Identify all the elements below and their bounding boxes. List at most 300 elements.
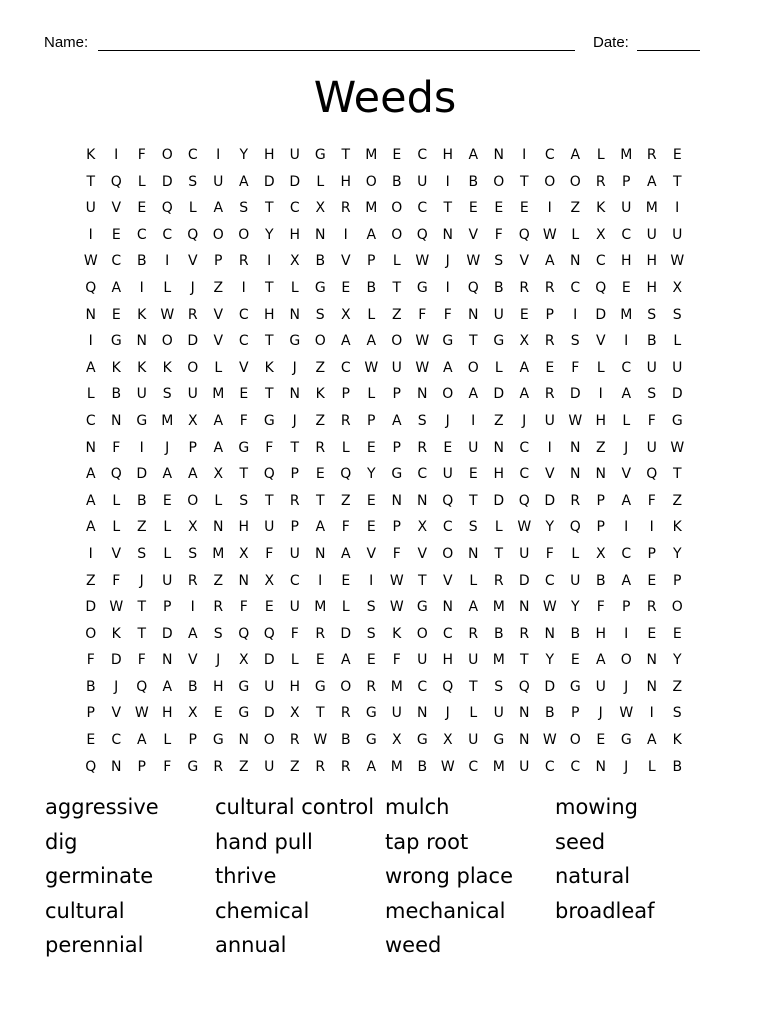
grid-letter: F xyxy=(647,412,656,429)
grid-letter: I xyxy=(139,439,144,456)
grid-letter: I xyxy=(522,147,527,163)
grid-letter: P xyxy=(596,492,605,509)
grid-letter: X xyxy=(340,306,351,323)
grid-letter: U xyxy=(264,678,275,695)
grid-letter: E xyxy=(494,200,504,217)
grid-letter: R xyxy=(289,492,300,509)
grid-letter: X xyxy=(289,705,300,722)
grid-letter: V xyxy=(621,466,632,483)
grid-letter: M xyxy=(161,412,174,429)
grid-letter: M xyxy=(492,652,505,669)
grid-letter: T xyxy=(519,173,529,190)
grid-letter: A xyxy=(213,412,224,429)
grid-letter: E xyxy=(519,306,529,323)
grid-letter: H xyxy=(263,306,275,323)
grid-letter: R xyxy=(187,572,198,589)
grid-letter: W xyxy=(389,599,404,616)
grid-letter: Z xyxy=(315,359,326,376)
word-bank-item: perennial xyxy=(45,933,144,958)
grid-letter: P xyxy=(214,253,223,270)
name-label: Name: xyxy=(44,34,89,51)
grid-letter: G xyxy=(238,439,250,456)
grid-letter: R xyxy=(595,173,606,190)
grid-letter: H xyxy=(161,705,173,722)
grid-letter: R xyxy=(366,678,377,695)
grid-letter: X xyxy=(391,732,402,749)
grid-letter: O xyxy=(671,599,683,616)
grid-letter: L xyxy=(469,572,478,589)
grid-letter: P xyxy=(163,599,172,616)
grid-letter: M xyxy=(492,599,505,616)
grid-letter: N xyxy=(646,678,657,695)
grid-letter: C xyxy=(187,147,198,163)
grid-letter: O xyxy=(442,386,454,403)
grid-letter: T xyxy=(672,173,682,190)
grid-letter: T xyxy=(417,572,427,589)
grid-letter: I xyxy=(649,519,654,536)
grid-letter: W xyxy=(619,705,634,722)
grid-letter: V xyxy=(111,705,122,722)
grid-letter: Z xyxy=(85,572,96,589)
grid-letter: B xyxy=(85,678,96,695)
grid-letter: F xyxy=(112,439,121,456)
grid-letter: A xyxy=(187,466,198,483)
grid-letter: N xyxy=(570,253,581,270)
grid-letter: D xyxy=(340,625,352,642)
grid-letter: X xyxy=(672,279,683,296)
grid-letter: B xyxy=(417,758,428,775)
grid-letter: W xyxy=(160,306,175,323)
grid-letter: N xyxy=(493,147,504,163)
grid-letter: R xyxy=(646,599,657,616)
grid-letter: G xyxy=(136,412,148,429)
grid-letter: T xyxy=(137,599,147,616)
grid-letter: Z xyxy=(340,492,351,509)
grid-letter: T xyxy=(443,200,453,217)
grid-letter: I xyxy=(88,333,93,350)
grid-letter: D xyxy=(671,386,683,403)
grid-letter: O xyxy=(187,492,199,509)
grid-letter: L xyxy=(341,599,350,616)
grid-letter: F xyxy=(86,652,95,669)
grid-letter: E xyxy=(162,492,172,509)
word-bank-item: hand pull xyxy=(215,829,313,854)
grid-letter: U xyxy=(391,705,402,722)
grid-letter: R xyxy=(340,412,351,429)
grid-letter: R xyxy=(544,333,555,350)
grid-letter: W xyxy=(440,758,455,775)
grid-letter: M xyxy=(645,200,658,217)
grid-letter: D xyxy=(493,386,505,403)
grid-letter: B xyxy=(570,625,581,642)
grid-letter: K xyxy=(672,519,682,536)
grid-letter: S xyxy=(468,519,478,536)
grid-letter: Z xyxy=(213,572,224,589)
grid-letter: T xyxy=(239,466,249,483)
grid-letter: G xyxy=(569,678,581,695)
grid-letter: W xyxy=(364,359,379,376)
grid-letter: N xyxy=(162,652,173,669)
grid-row xyxy=(78,488,690,515)
grid-letter: U xyxy=(289,599,300,616)
grid-letter: I xyxy=(445,173,450,190)
grid-letter: C xyxy=(544,572,555,589)
grid-letter: G xyxy=(314,147,326,163)
grid-letter: U xyxy=(519,758,530,775)
grid-letter: S xyxy=(137,545,147,562)
grid-letter: B xyxy=(672,758,683,775)
grid-letter: I xyxy=(471,412,476,429)
grid-letter: S xyxy=(672,306,682,323)
grid-letter: G xyxy=(671,412,683,429)
grid-letter: D xyxy=(263,173,275,190)
grid-letter: V xyxy=(544,466,555,483)
grid-letter: O xyxy=(365,173,377,190)
grid-letter: E xyxy=(392,147,402,163)
grid-letter: Q xyxy=(646,466,658,483)
grid-letter: R xyxy=(468,625,479,642)
grid-letter: J xyxy=(216,652,221,669)
grid-letter: A xyxy=(340,652,351,669)
grid-row xyxy=(78,594,690,621)
grid-letter: G xyxy=(187,758,199,775)
grid-letter: Y xyxy=(545,519,555,536)
grid-letter: V xyxy=(111,545,122,562)
word-bank-item: chemical xyxy=(215,898,310,923)
grid-letter: N xyxy=(289,386,300,403)
grid-letter: I xyxy=(598,386,603,403)
grid-row xyxy=(78,621,690,648)
grid-row xyxy=(78,541,690,568)
grid-letter: U xyxy=(213,173,224,190)
grid-letter: J xyxy=(165,439,170,456)
word-bank-item: natural xyxy=(555,864,631,889)
grid-letter: E xyxy=(468,200,478,217)
grid-letter: A xyxy=(162,678,173,695)
grid-letter: U xyxy=(519,545,530,562)
grid-letter: B xyxy=(136,492,147,509)
grid-letter: O xyxy=(569,732,581,749)
grid-letter: R xyxy=(417,439,428,456)
grid-letter: G xyxy=(289,333,301,350)
grid-letter: U xyxy=(264,519,275,536)
grid-letter: W xyxy=(542,599,557,616)
grid-letter: V xyxy=(213,306,224,323)
grid-letter: T xyxy=(264,279,274,296)
grid-letter: L xyxy=(290,652,299,669)
grid-letter: G xyxy=(365,705,377,722)
grid-letter: J xyxy=(292,412,297,429)
grid-letter: N xyxy=(85,306,96,323)
grid-letter: F xyxy=(239,599,248,616)
grid-letter: R xyxy=(213,758,224,775)
grid-letter: E xyxy=(519,200,529,217)
grid-letter: E xyxy=(366,519,376,536)
grid-letter: N xyxy=(238,732,249,749)
grid-letter: N xyxy=(493,439,504,456)
grid-letter: Z xyxy=(672,492,683,509)
grid-letter: C xyxy=(417,147,428,163)
grid-letter: K xyxy=(86,147,96,163)
grid-letter: D xyxy=(595,306,607,323)
grid-row xyxy=(78,435,690,462)
grid-letter: P xyxy=(392,519,401,536)
grid-letter: S xyxy=(366,625,376,642)
grid-letter: N xyxy=(468,306,479,323)
grid-letter: J xyxy=(624,758,629,775)
grid-letter: L xyxy=(214,359,223,376)
grid-letter: M xyxy=(620,147,633,163)
grid-letter: A xyxy=(366,333,377,350)
grid-letter: E xyxy=(647,572,657,589)
grid-letter: E xyxy=(137,200,147,217)
grid-letter: G xyxy=(212,732,224,749)
grid-letter: S xyxy=(366,599,376,616)
header xyxy=(44,34,704,56)
grid-letter: O xyxy=(263,732,275,749)
grid-letter: A xyxy=(340,545,351,562)
grid-letter: Q xyxy=(187,226,199,243)
grid-letter: J xyxy=(445,412,450,429)
grid-letter: E xyxy=(315,466,325,483)
word-bank-item: seed xyxy=(555,829,606,854)
grid-letter: U xyxy=(570,572,581,589)
grid-letter: P xyxy=(137,758,146,775)
grid-letter: V xyxy=(213,333,224,350)
grid-letter: L xyxy=(494,519,503,536)
grid-letter: E xyxy=(366,492,376,509)
grid-letter: R xyxy=(315,625,326,642)
grid-letter: H xyxy=(442,652,454,669)
grid-letter: O xyxy=(238,226,250,243)
grid-letter: S xyxy=(239,200,249,217)
grid-letter: L xyxy=(112,492,121,509)
grid-letter: C xyxy=(238,333,249,350)
grid-letter: C xyxy=(570,279,581,296)
grid-letter: X xyxy=(519,333,530,350)
grid-letter: R xyxy=(187,306,198,323)
grid-letter: Q xyxy=(85,279,97,296)
grid-letter: E xyxy=(596,732,606,749)
grid-letter: V xyxy=(417,545,428,562)
grid-letter: Z xyxy=(391,306,402,323)
grid-letter: T xyxy=(468,492,478,509)
letter-grid xyxy=(78,142,690,780)
grid-letter: S xyxy=(647,306,657,323)
grid-letter: Y xyxy=(239,147,249,163)
grid-letter: T xyxy=(315,705,325,722)
grid-letter: O xyxy=(569,173,581,190)
grid-row xyxy=(78,142,690,169)
grid-letter: G xyxy=(620,732,632,749)
grid-letter: C xyxy=(621,226,632,243)
grid-letter: T xyxy=(672,466,682,483)
grid-letter: K xyxy=(162,359,172,376)
grid-letter: X xyxy=(238,545,249,562)
grid-letter: H xyxy=(595,412,607,429)
grid-letter: M xyxy=(492,758,505,775)
grid-row xyxy=(78,328,690,355)
grid-letter: C xyxy=(340,359,351,376)
grid-letter: C xyxy=(111,253,122,270)
grid-letter: I xyxy=(624,333,629,350)
grid-letter: L xyxy=(163,732,172,749)
grid-letter: P xyxy=(290,519,299,536)
grid-letter: G xyxy=(238,678,250,695)
grid-letter: Z xyxy=(493,412,504,429)
grid-letter: Q xyxy=(442,492,454,509)
grid-letter: N xyxy=(111,412,122,429)
grid-letter: J xyxy=(624,678,629,695)
grid-letter: A xyxy=(621,492,632,509)
grid-letter: X xyxy=(289,253,300,270)
grid-letter: E xyxy=(647,625,657,642)
grid-letter: A xyxy=(187,625,198,642)
grid-letter: W xyxy=(542,732,557,749)
grid-letter: Z xyxy=(672,678,683,695)
grid-letter: R xyxy=(340,705,351,722)
grid-letter: C xyxy=(111,732,122,749)
grid-letter: L xyxy=(137,173,146,190)
grid-letter: S xyxy=(494,253,504,270)
grid-letter: A xyxy=(519,359,530,376)
grid-letter: T xyxy=(468,678,478,695)
grid-letter: U xyxy=(417,173,428,190)
grid-letter: P xyxy=(86,705,95,722)
grid-letter: Z xyxy=(595,439,606,456)
grid-letter: M xyxy=(212,386,225,403)
grid-letter: I xyxy=(343,226,348,243)
grid-letter: R xyxy=(213,599,224,616)
grid-letter: S xyxy=(239,492,249,509)
grid-letter: C xyxy=(442,519,453,536)
grid-letter: O xyxy=(391,226,403,243)
grid-letter: E xyxy=(443,439,453,456)
grid-letter: A xyxy=(162,466,173,483)
grid-letter: Q xyxy=(340,466,352,483)
grid-letter: T xyxy=(264,333,274,350)
grid-letter: I xyxy=(139,279,144,296)
grid-row xyxy=(78,222,690,249)
grid-letter: A xyxy=(519,386,530,403)
grid-letter: F xyxy=(443,306,452,323)
grid-letter: O xyxy=(314,333,326,350)
grid-letter: E xyxy=(672,625,682,642)
grid-letter: M xyxy=(390,678,403,695)
grid-letter: P xyxy=(367,253,376,270)
grid-letter: X xyxy=(187,519,198,536)
grid-letter: G xyxy=(263,412,275,429)
grid-letter: W xyxy=(83,253,98,270)
grid-letter: E xyxy=(86,732,96,749)
grid-row xyxy=(78,514,690,541)
grid-letter: F xyxy=(571,359,580,376)
grid-letter: C xyxy=(468,758,479,775)
grid-letter: Q xyxy=(263,625,275,642)
grid-letter: E xyxy=(570,652,580,669)
grid-letter: I xyxy=(88,545,93,562)
grid-letter: C xyxy=(289,572,300,589)
grid-letter: C xyxy=(417,678,428,695)
grid-letter: V xyxy=(187,652,198,669)
grid-letter: N xyxy=(315,226,326,243)
grid-letter: Z xyxy=(289,758,300,775)
grid-letter: L xyxy=(367,306,376,323)
grid-letter: A xyxy=(570,147,581,163)
grid-letter: N xyxy=(136,333,147,350)
grid-letter: A xyxy=(391,412,402,429)
grid-letter: U xyxy=(391,359,402,376)
grid-letter: D xyxy=(136,466,148,483)
grid-letter: V xyxy=(442,572,453,589)
grid-letter: P xyxy=(392,386,401,403)
grid-letter: N xyxy=(417,705,428,722)
grid-letter: N xyxy=(442,599,453,616)
grid-letter: A xyxy=(646,173,657,190)
grid-letter: H xyxy=(289,678,301,695)
grid-letter: W xyxy=(568,412,583,429)
grid-letter: R xyxy=(519,279,530,296)
grid-letter: C xyxy=(417,466,428,483)
word-bank-item: wrong place xyxy=(385,864,514,889)
grid-letter: A xyxy=(136,732,147,749)
grid-letter: C xyxy=(417,200,428,217)
grid-letter: L xyxy=(596,359,605,376)
grid-letter: E xyxy=(672,147,682,163)
grid-letter: F xyxy=(418,306,427,323)
grid-letter: X xyxy=(187,412,198,429)
word-bank-item: aggressive xyxy=(45,795,159,819)
grid-letter: D xyxy=(493,492,505,509)
grid-letter: P xyxy=(188,732,197,749)
grid-letter: X xyxy=(238,652,249,669)
grid-letter: I xyxy=(114,147,119,163)
grid-letter: F xyxy=(647,492,656,509)
grid-letter: V xyxy=(187,253,198,270)
grid-letter: R xyxy=(289,732,300,749)
grid-letter: U xyxy=(442,466,453,483)
grid-letter: W xyxy=(415,333,430,350)
grid-letter: F xyxy=(596,599,605,616)
grid-letter: S xyxy=(213,625,223,642)
grid-letter: L xyxy=(392,253,401,270)
grid-letter: A xyxy=(340,333,351,350)
grid-letter: U xyxy=(672,226,683,243)
grid-letter: J xyxy=(114,678,119,695)
grid-letter: X xyxy=(187,705,198,722)
grid-letter: V xyxy=(595,333,606,350)
grid-letter: T xyxy=(137,625,147,642)
grid-letter: U xyxy=(493,306,504,323)
grid-letter: G xyxy=(238,705,250,722)
grid-row xyxy=(78,754,690,781)
grid-letter: U xyxy=(468,652,479,669)
grid-letter: M xyxy=(390,758,403,775)
grid-letter: P xyxy=(622,599,631,616)
word-bank-item: weed xyxy=(385,933,442,958)
grid-letter: L xyxy=(163,545,172,562)
grid-letter: D xyxy=(544,492,556,509)
grid-letter: E xyxy=(341,279,351,296)
grid-letter: Y xyxy=(672,652,682,669)
grid-letter: A xyxy=(238,173,249,190)
grid-letter: V xyxy=(340,253,351,270)
page-title: Weeds xyxy=(313,73,457,123)
grid-letter: D xyxy=(161,625,173,642)
grid-letter: O xyxy=(85,625,97,642)
grid-letter: I xyxy=(190,599,195,616)
grid-row xyxy=(78,461,690,488)
